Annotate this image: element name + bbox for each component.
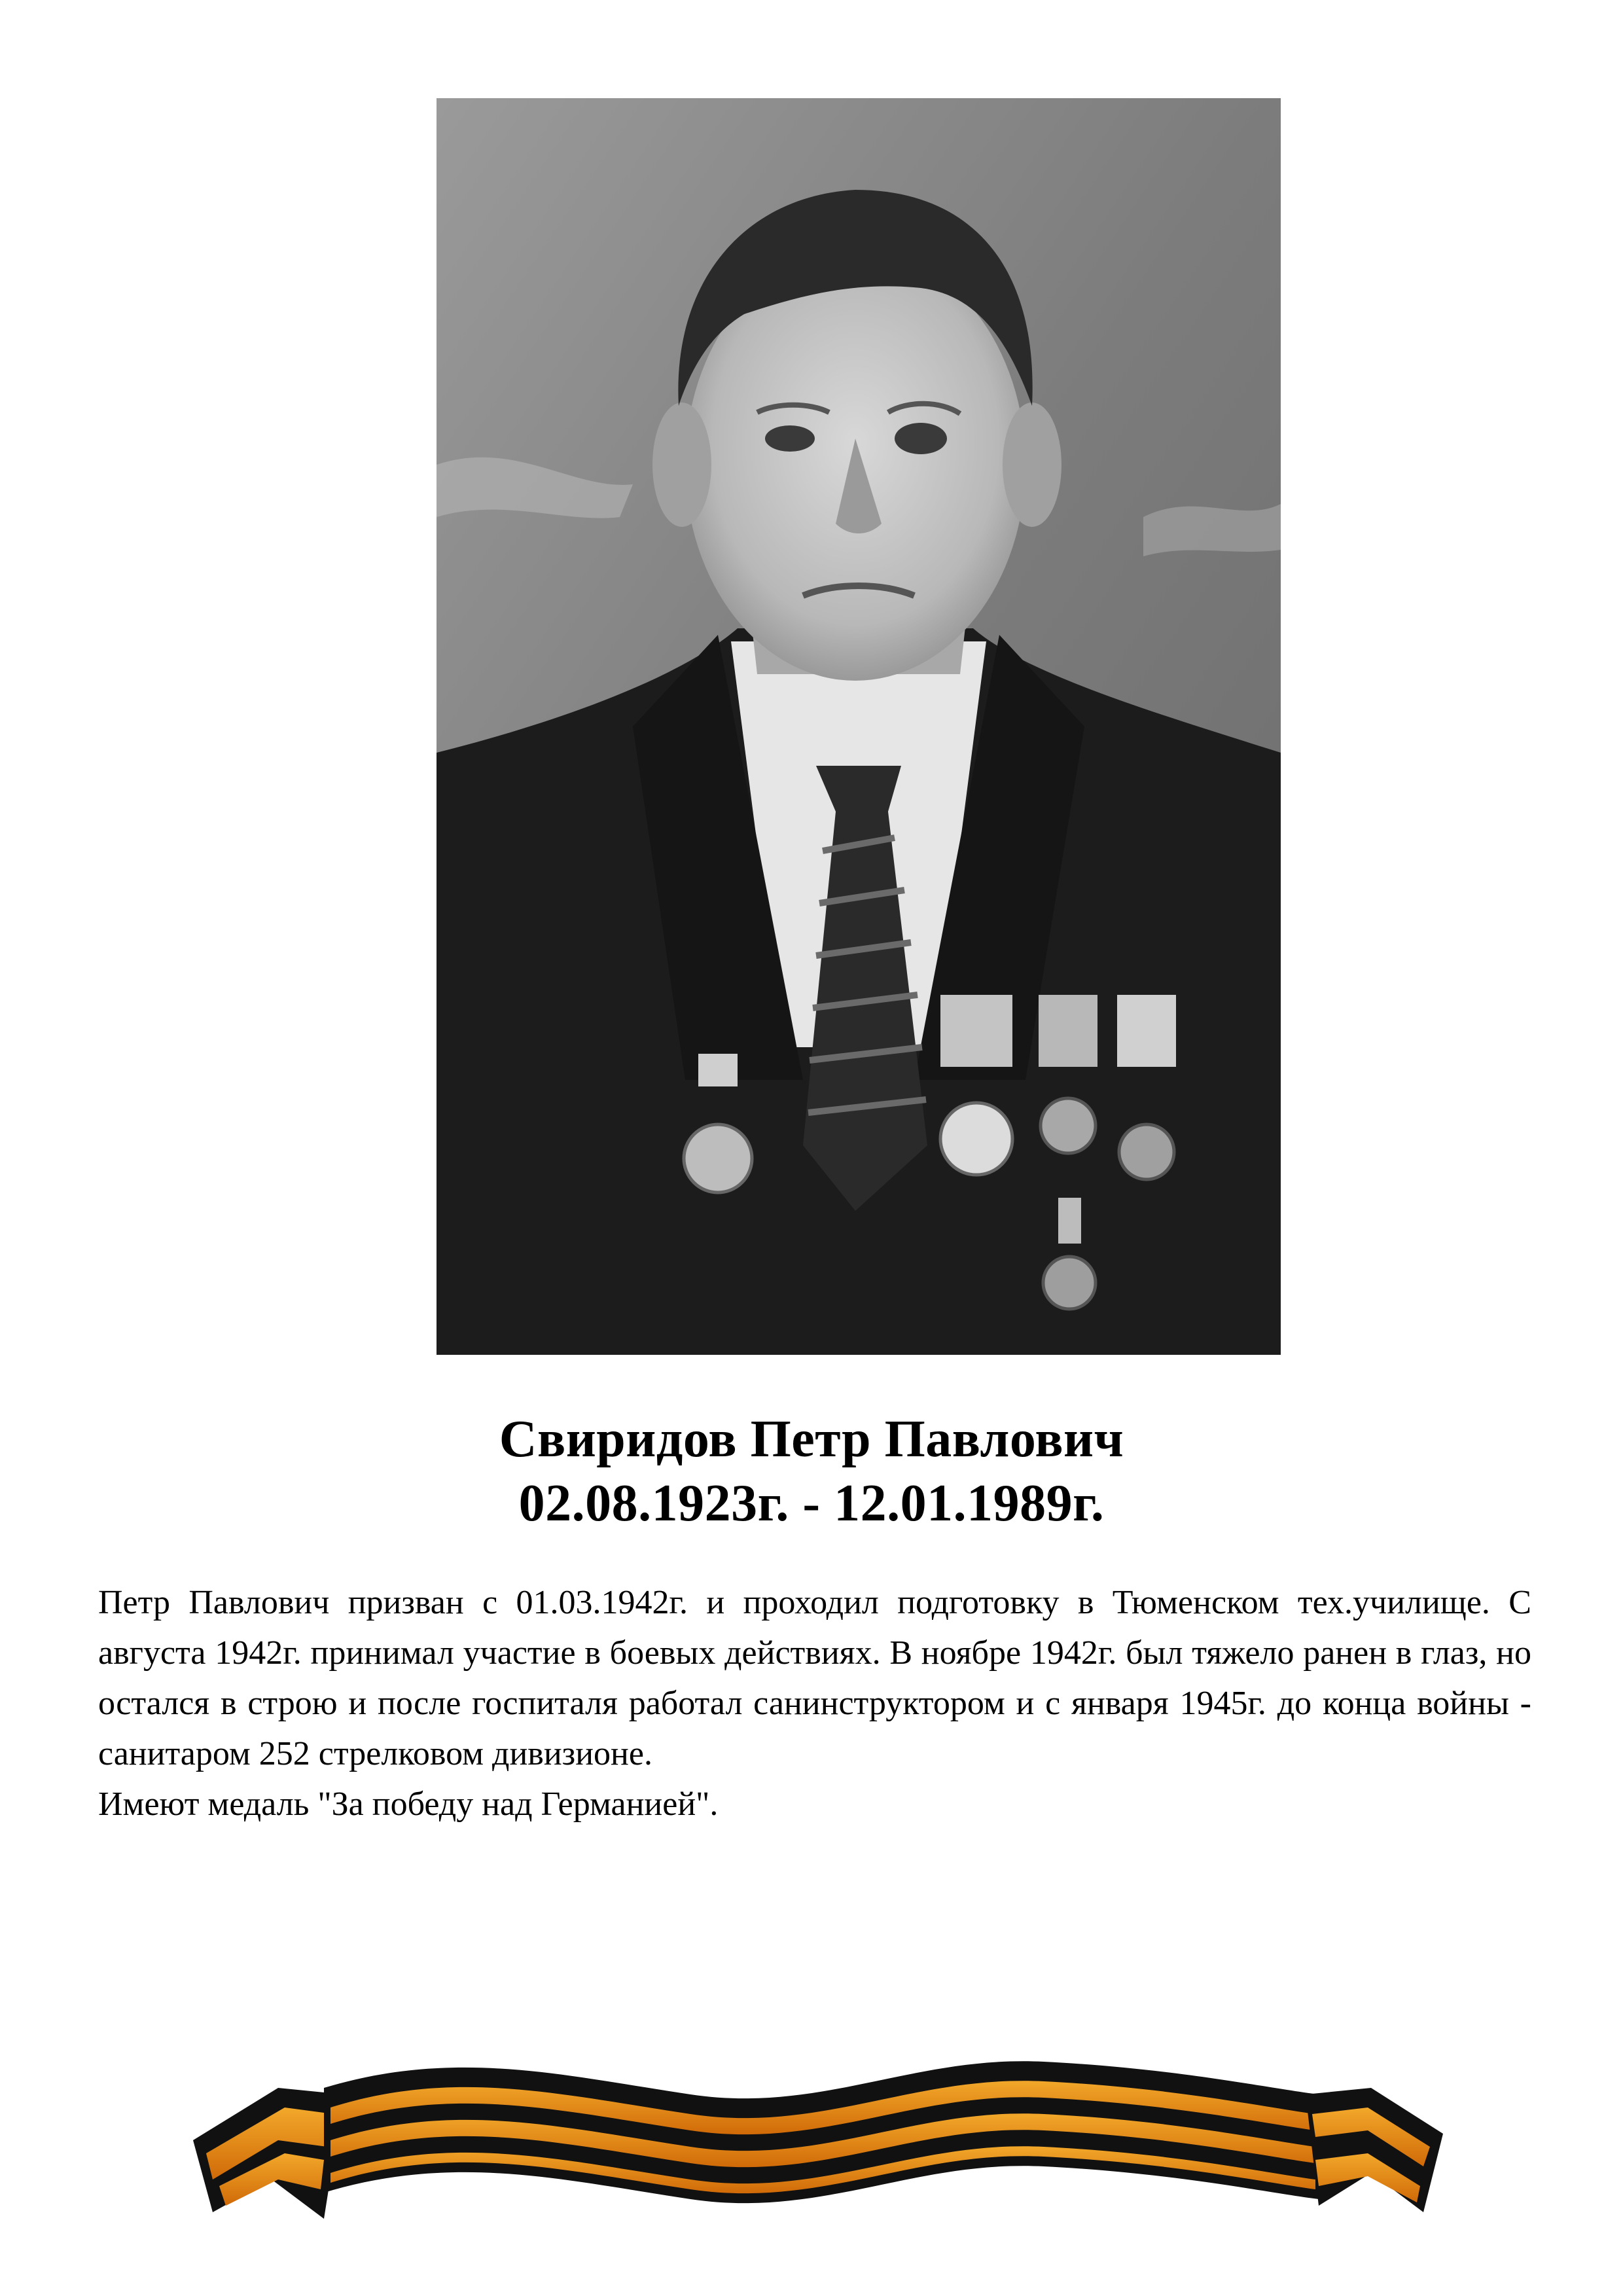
portrait-photo xyxy=(437,98,1281,1355)
person-name: Свиридов Петр Павлович xyxy=(499,1410,1124,1468)
portrait-photo-icon xyxy=(437,98,1281,1355)
biography-paragraph: Петр Павлович призван с 01.03.1942г. и проходил подготовку в Тюменском тех.училище. С августа 1942г. принимал участие в боевых действиях. В ноябре 1942г. был тяжело ранен в глаз, но остался в строю и после госпиталя работал санинструктором и с января 1945г. до конца войны - санитаром 252 стрелковом дивизионе. xyxy=(98,1584,1531,1772)
life-dates: 02.08.1923г. - 12.01.1989г. xyxy=(518,1475,1105,1532)
medal-note: Имеют медаль "За победу над Германией". xyxy=(98,1785,719,1823)
biography xyxy=(98,1577,1531,1829)
st-george-ribbon-icon xyxy=(193,2049,1443,2225)
st-george-ribbon xyxy=(193,2049,1443,2225)
person-heading xyxy=(0,1407,1623,1535)
